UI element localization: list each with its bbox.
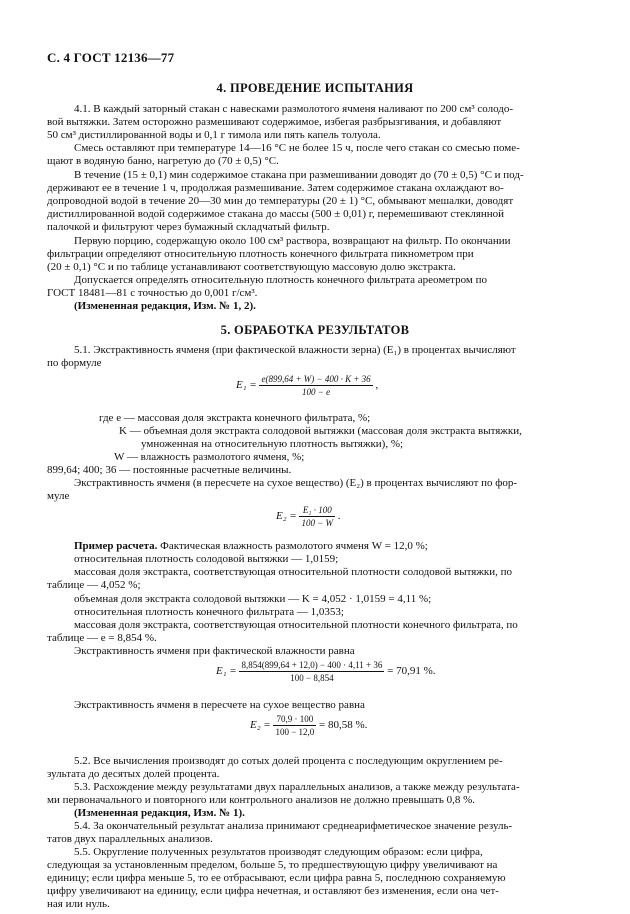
text-line: следующая за установленным пределом, больше 5, то предшествующую цифру увеличивают на <box>47 859 498 871</box>
formula-e2-example: E₂ = $\frac{70,9 \cdot 100}{100 - 12,0}$ = 80,58 %. <box>250 714 368 737</box>
text-line: 5.5. Округление полученных результатов производят следующим образом: если цифра, <box>74 846 483 858</box>
formula-e1: E₁ = $\frac{e(899,64 + W) - 400 \cdot K + 36}{100 - e}$ , <box>236 374 379 397</box>
text-line: K — объемная доля экстракта солодовой вытяжки (массовая доля экстракта вытяжки, <box>119 425 522 437</box>
amendment-note: (Измененная редакция, Изм. № 1). <box>74 807 245 819</box>
formula-e1-example: E₁ = $\frac{8,854(899,64 + 12,0) - 400 \cdot 4,11 + 36}{100 - 8,854}$ = 70,91 %. <box>216 660 436 683</box>
text-line: умноженная на относительную плотность вытяжки), %; <box>141 438 404 450</box>
text-line: (20 ± 0,1) °С и по таблице устанавливают соответствующую массовую долю экстракта. <box>47 261 456 273</box>
section-4-title: 4. ПРОВЕДЕНИЕ ИСПЫТАНИЯ <box>216 81 414 95</box>
text-line: Смесь оставляют при температуре 14—16 °С не более 15 ч, после чего стакан со смесью поме- <box>74 142 520 154</box>
text-line: муле <box>47 490 70 502</box>
text-line: Первую порцию, содержащую около 100 см³ раствора, возвращают на фильтр. По окончании <box>74 235 511 247</box>
text-line: таблице — 4,052 %; <box>47 579 141 591</box>
text-line: относительная плотность солодовой вытяжки — 1,0159; <box>74 553 339 565</box>
text-line: относительная плотность конечного фильтрата — 1,0353; <box>74 606 344 618</box>
text-line: объемная доля экстракта солодовой вытяжки — K = 4,052 · 1,0159 = 4,11 %; <box>74 593 432 605</box>
text-line: Пример расчета. Фактическая влажность размолотого ячменя W = 12,0 %; <box>74 540 428 552</box>
text-line: по формуле <box>47 357 102 369</box>
example-label: Пример расчета. <box>74 540 158 552</box>
text-line: держивают ее в течение 1 ч, продолжая размешивание. Затем содержимое стакана охлаждают во- <box>47 182 504 194</box>
text-line: 4.1. В каждый заторный стакан с навесками размолотого ячменя наливают по 200 см³ солодо- <box>74 103 514 115</box>
text-line: 50 см³ дистиллированной воды и 0,1 г тимола или пять капель толуола. <box>47 129 381 141</box>
text-line: единицу; если цифра меньше 5, то ее отбрасывают, если цифра равна 5, последнюю сохраняемую <box>47 872 506 884</box>
formula-e2: E₂ = $\frac{\text{E₁ · 100}}{100 - W}$ . <box>276 505 341 528</box>
text-line: 5.4. За окончательный результат анализа принимают среднеарифметическое значение резуль- <box>74 820 513 832</box>
text-line: 5.3. Расхождение между результатами двух параллельных анализов, а также между результата- <box>74 781 520 793</box>
page-header: С. 4 ГОСТ 12136—77 <box>47 50 175 65</box>
text-line: Допускается определять относительную плотность конечного фильтрата ареометром по <box>74 274 487 286</box>
section-5-title: 5. ОБРАБОТКА РЕЗУЛЬТАТОВ <box>220 323 410 337</box>
text-line: 5.2. Все вычисления производят до сотых долей процента с последующим округлением ре- <box>74 755 503 767</box>
text-line: Экстрактивность ячменя при фактической влажности равна <box>74 645 355 657</box>
text-line: В течение (15 ± 0,1) мин содержимое стакана при размешивании доводят до (70 ± 0,5) °С и под- <box>74 169 524 181</box>
text-line: массовая доля экстракта, соответствующая относительной плотности конечного фильтрата, по <box>74 619 518 631</box>
text-line: допроводной водой в течение 20—30 мин до температуры (20 ± 1) °С, обмывают мешалки, доводят <box>47 195 514 207</box>
text-line: щают в водяную баню, нагретую до (70 ± 0,5) °С. <box>47 155 279 167</box>
text-line: палочкой и фильтруют через бумажный складчатый фильтр. <box>47 221 330 233</box>
amendment-note: (Измененная редакция, Изм. № 1, 2). <box>74 300 256 312</box>
text-line: где e — массовая доля экстракта конечного фильтрата, %; <box>99 412 371 424</box>
text-line: таблице — e = 8,854 %. <box>47 632 157 644</box>
text-line: ная или нуль. <box>47 898 110 910</box>
text-line: 5.1. Экстрактивность ячменя (при фактической влажности зерна) (E₁) в процентах вычисляют <box>74 344 516 356</box>
text-line: Экстрактивность ячменя (в пересчете на сухое вещество) (E₂) в процентах вычисляют по фор- <box>74 477 518 489</box>
text-line: вой вытяжки. Затем осторожно размешивают содержимое, избегая разбрызгивания, и добавляют <box>47 116 502 128</box>
text-line: массовая доля экстракта, соответствующая относительной плотности солодовой вытяжки, по <box>74 566 513 578</box>
text-line: дистиллированной водой содержимое стакана до массы (500 ± 0,01) г, перемешивают стеклянной <box>47 208 505 220</box>
text-line: зультата до десятых долей процента. <box>47 768 220 780</box>
text-line: W — влажность размолотого ячменя, %; <box>114 451 305 463</box>
text-line: ГОСТ 18481—81 с точностью до 0,001 г/см³. <box>47 287 258 299</box>
text-line: татов двух параллельных анализов. <box>47 833 213 845</box>
text-line: ми первоначального и повторного или контрольного анализов не должно превышать 0,8 %. <box>47 794 476 806</box>
text-line: цифру увеличивают на единицу, если цифра нечетная, и оставляют без изменения, если она чет- <box>47 885 499 897</box>
text-line: Экстрактивность ячменя в пересчете на сухое вещество равна <box>74 699 365 711</box>
text-line: 899,64; 400; 36 — постоянные расчетные величины. <box>47 464 292 476</box>
text-line: фильтрации определяют относительную плотность конечного фильтрата пикнометром при <box>47 248 474 260</box>
